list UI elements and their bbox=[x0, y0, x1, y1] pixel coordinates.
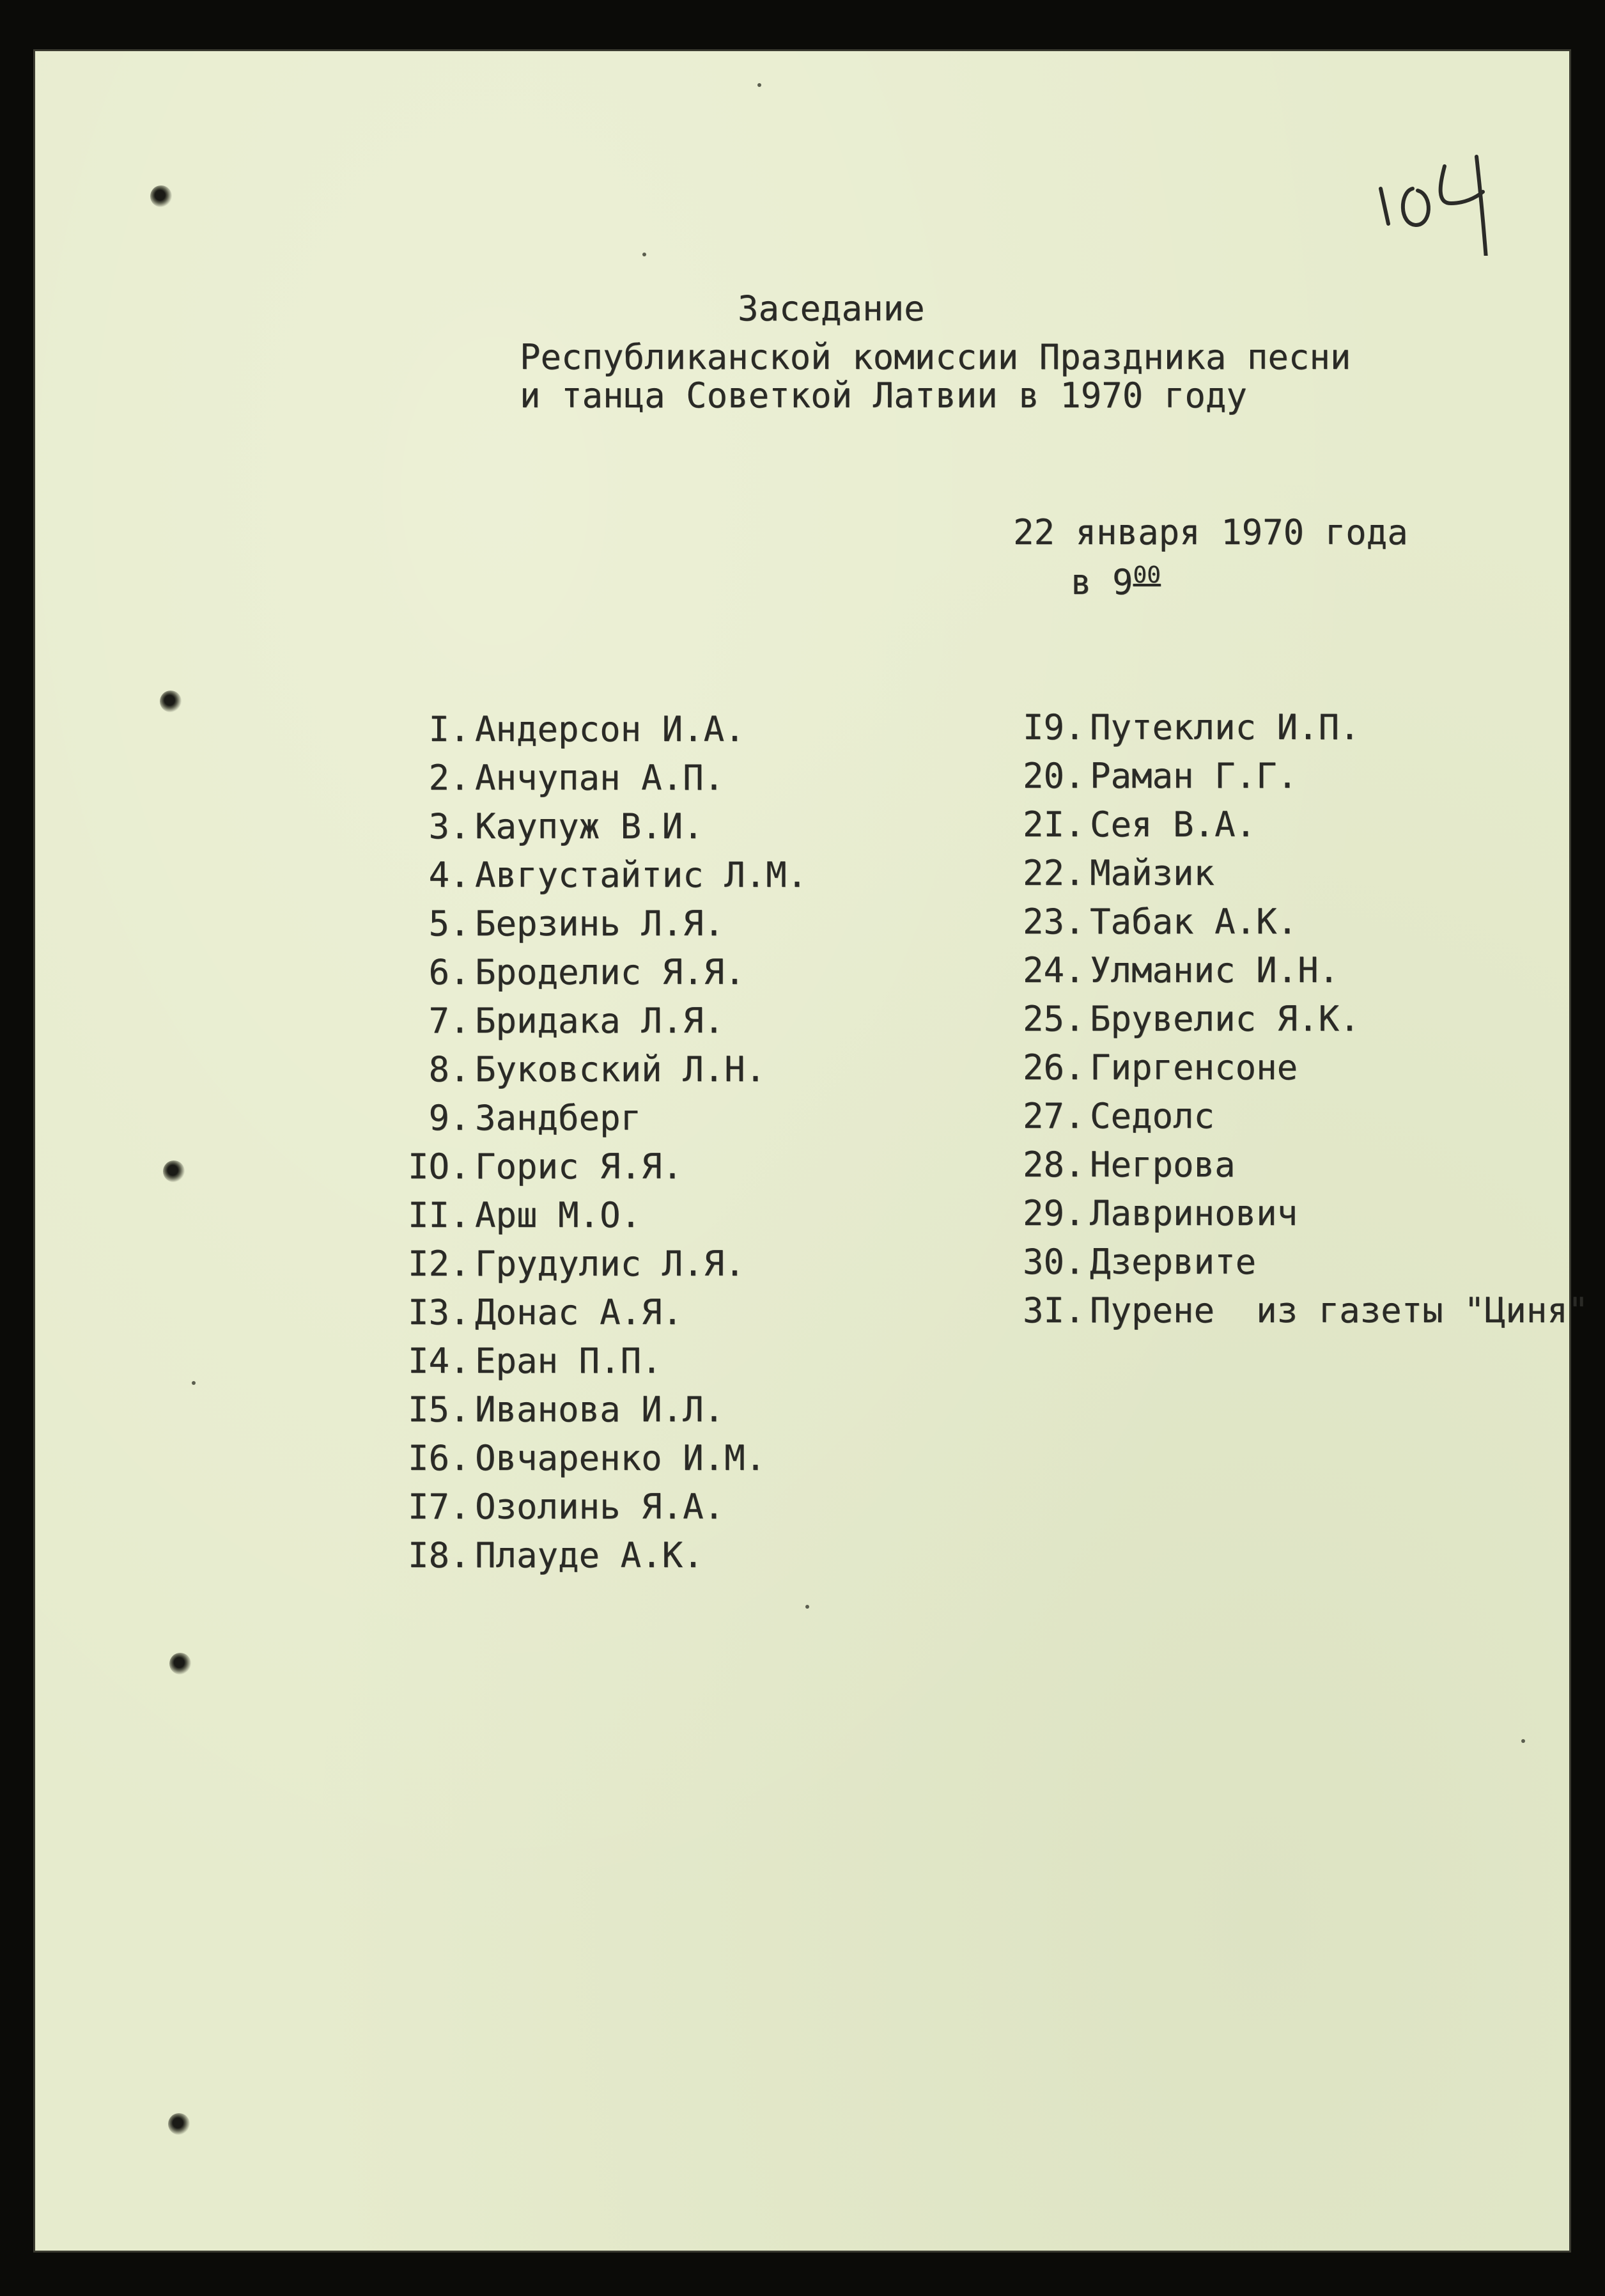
commission-title-line1: Республиканской комиссии Праздника песни bbox=[520, 337, 1351, 377]
attendee-number: 8 bbox=[428, 1049, 449, 1089]
attendee-list-item bbox=[360, 953, 807, 1001]
attendee-number: I2 bbox=[407, 1244, 449, 1284]
paper-speck bbox=[192, 1381, 196, 1385]
attendee-name: Берзинь Л.Я. bbox=[475, 903, 725, 944]
attendee-name: Донас А.Я. bbox=[475, 1292, 683, 1332]
attendee-number-dot: . bbox=[449, 1049, 470, 1089]
commission-title-line2: и танца Советкой Латвии в 1970 году bbox=[520, 375, 1247, 416]
meeting-time bbox=[1071, 563, 1161, 602]
meeting-heading: Заседание bbox=[738, 288, 925, 329]
attendee-number: 29 bbox=[1022, 1193, 1064, 1233]
attendee-number: 4 bbox=[428, 855, 449, 895]
attendee-number-dot: . bbox=[1064, 1242, 1085, 1282]
attendee-list-item bbox=[975, 999, 1588, 1048]
paper-speck bbox=[805, 1605, 809, 1609]
attendee-list-item bbox=[975, 1097, 1588, 1145]
attendee-number-dot: . bbox=[1064, 1047, 1085, 1088]
attendee-list-item bbox=[975, 708, 1588, 756]
attendee-number-dot: . bbox=[1064, 1096, 1085, 1136]
attendee-number: 5 bbox=[428, 903, 449, 944]
attendee-name: Плауде А.К. bbox=[475, 1535, 704, 1575]
attendee-name: Арш М.О. bbox=[475, 1195, 642, 1235]
attendee-number: 9 bbox=[428, 1098, 449, 1138]
attendee-number: 30 bbox=[1022, 1242, 1064, 1282]
attendee-number-dot: . bbox=[449, 855, 470, 895]
attendee-list-item bbox=[975, 805, 1588, 854]
attendee-number: 6 bbox=[428, 952, 449, 992]
attendee-list-item bbox=[975, 1048, 1588, 1097]
attendee-name: Овчаренко И.М. bbox=[475, 1438, 766, 1478]
attendee-list-item bbox=[360, 904, 807, 953]
meeting-time-hour: в 9 bbox=[1071, 562, 1133, 602]
attendee-list-item bbox=[360, 758, 807, 807]
attendee-name: Озолинь Я.А. bbox=[475, 1487, 725, 1527]
document-sheet bbox=[35, 51, 1589, 2251]
attendee-number-dot: . bbox=[1064, 1290, 1085, 1331]
attendee-number: I5 bbox=[407, 1389, 449, 1430]
attendee-number: 24 bbox=[1022, 950, 1064, 990]
punch-hole bbox=[163, 1160, 185, 1182]
attendee-list-item bbox=[360, 1001, 807, 1050]
attendee-number: I bbox=[428, 709, 449, 749]
attendee-number: 23 bbox=[1022, 902, 1064, 942]
attendee-name: Бридака Л.Я. bbox=[475, 1001, 725, 1041]
attendee-name: Седолс bbox=[1090, 1096, 1215, 1136]
attendee-number-dot: . bbox=[1064, 999, 1085, 1039]
attendee-name: Гиргенсоне bbox=[1090, 1047, 1298, 1088]
attendee-list-item bbox=[360, 1487, 807, 1536]
attendee-number: I8 bbox=[407, 1535, 449, 1575]
attendee-list-item bbox=[975, 1145, 1588, 1194]
attendee-number-dot: . bbox=[449, 1487, 470, 1527]
paper-speck bbox=[1521, 1739, 1525, 1743]
attendee-number: 7 bbox=[428, 1001, 449, 1041]
attendee-number-dot: . bbox=[1064, 756, 1085, 796]
attendee-number: I4 bbox=[407, 1341, 449, 1381]
attendee-name: Горис Я.Я. bbox=[475, 1146, 683, 1187]
attendee-name: Сея В.А. bbox=[1090, 804, 1257, 845]
attendee-number: 25 bbox=[1022, 999, 1064, 1039]
attendee-number: 3 bbox=[428, 806, 449, 847]
attendee-number: I9 bbox=[1022, 707, 1064, 747]
attendee-number-dot: . bbox=[1064, 902, 1085, 942]
attendee-name: Лавринович bbox=[1090, 1193, 1298, 1233]
attendee-number-dot: . bbox=[449, 952, 470, 992]
attendee-name: Негрова bbox=[1090, 1144, 1236, 1185]
attendee-name: Путеклис И.П. bbox=[1090, 707, 1360, 747]
attendee-number-dot: . bbox=[449, 1292, 470, 1332]
attendee-list-item bbox=[360, 1536, 807, 1584]
attendee-number-dot: . bbox=[449, 903, 470, 944]
meeting-time-minutes: 00 bbox=[1133, 562, 1161, 588]
attendee-number-dot: . bbox=[449, 1001, 470, 1041]
attendee-number: 22 bbox=[1022, 853, 1064, 893]
attendee-number: 2I bbox=[1022, 804, 1064, 845]
attendee-number-dot: . bbox=[449, 1146, 470, 1187]
paper-speck bbox=[757, 83, 761, 87]
attendee-number-dot: . bbox=[1064, 1144, 1085, 1185]
punch-hole bbox=[160, 691, 182, 712]
attendee-name: Дзервите bbox=[1090, 1242, 1257, 1282]
attendee-number: 28 bbox=[1022, 1144, 1064, 1185]
punch-hole bbox=[169, 1653, 191, 1675]
attendee-number-dot: . bbox=[449, 1389, 470, 1430]
attendee-number-dot: . bbox=[1064, 1193, 1085, 1233]
attendee-list-item bbox=[975, 1242, 1588, 1291]
attendee-number: IO bbox=[407, 1146, 449, 1187]
attendee-number: II bbox=[407, 1195, 449, 1235]
punch-hole bbox=[168, 2113, 190, 2135]
attendee-list-item bbox=[975, 756, 1588, 805]
attendee-number: 3I bbox=[1022, 1290, 1064, 1331]
attendee-list-item bbox=[975, 1194, 1588, 1242]
attendee-number-dot: . bbox=[449, 1341, 470, 1381]
attendee-name: Броделис Я.Я. bbox=[475, 952, 745, 992]
attendee-name: Грудулис Л.Я. bbox=[475, 1244, 745, 1284]
attendee-number: 27 bbox=[1022, 1096, 1064, 1136]
attendee-name: Анчупан А.П. bbox=[475, 758, 725, 798]
attendee-number: 2 bbox=[428, 758, 449, 798]
attendee-name: Еран П.П. bbox=[475, 1341, 662, 1381]
attendee-list-item bbox=[975, 854, 1588, 902]
attendee-number-dot: . bbox=[449, 1244, 470, 1284]
attendee-number-dot: . bbox=[449, 1195, 470, 1235]
attendee-name: Майзик bbox=[1090, 853, 1215, 893]
attendee-number-dot: . bbox=[449, 1098, 470, 1138]
attendee-name: Брувелис Я.К. bbox=[1090, 999, 1360, 1039]
attendee-number-dot: . bbox=[449, 1438, 470, 1478]
attendee-number-dot: . bbox=[449, 806, 470, 847]
attendee-name: Каупуж В.И. bbox=[475, 806, 704, 847]
attendee-list-item bbox=[360, 807, 807, 855]
attendee-list-item bbox=[360, 1341, 807, 1390]
attendee-number-dot: . bbox=[449, 758, 470, 798]
attendee-list-item bbox=[360, 1439, 807, 1487]
attendee-number-dot: . bbox=[449, 709, 470, 749]
attendee-name: Августайтис Л.М. bbox=[475, 855, 808, 895]
attendee-number-dot: . bbox=[1064, 950, 1085, 990]
archive-page-number bbox=[1361, 128, 1515, 256]
attendee-number: I3 bbox=[407, 1292, 449, 1332]
attendee-list-item bbox=[975, 951, 1588, 999]
meeting-date: 22 января 1970 года bbox=[1013, 512, 1408, 552]
attendee-list-item bbox=[360, 1196, 807, 1244]
attendee-list-item bbox=[360, 1098, 807, 1147]
attendee-name: Раман Г.Г. bbox=[1090, 756, 1298, 796]
attendee-list-right bbox=[975, 708, 1588, 1339]
attendee-list-item bbox=[360, 855, 807, 904]
attendee-list-item bbox=[360, 710, 807, 758]
attendee-number-dot: . bbox=[1064, 707, 1085, 747]
attendee-name: Буковский Л.Н. bbox=[475, 1049, 766, 1089]
attendee-list-item bbox=[360, 1244, 807, 1293]
attendee-name: Андерсон И.А. bbox=[475, 709, 745, 749]
attendee-number: 20 bbox=[1022, 756, 1064, 796]
attendee-number-dot: . bbox=[1064, 853, 1085, 893]
attendee-number-dot: . bbox=[449, 1535, 470, 1575]
attendee-name: Иванова И.Л. bbox=[475, 1389, 725, 1430]
punch-hole bbox=[150, 185, 172, 207]
attendee-list-left bbox=[360, 710, 807, 1584]
paper-speck bbox=[642, 253, 646, 256]
attendee-number: I6 bbox=[407, 1438, 449, 1478]
attendee-number: I7 bbox=[407, 1487, 449, 1527]
attendee-list-item bbox=[360, 1293, 807, 1341]
attendee-name: Пурене из газеты "Циня" bbox=[1090, 1290, 1589, 1331]
attendee-list-item bbox=[975, 1291, 1588, 1339]
attendee-list-item bbox=[360, 1050, 807, 1098]
attendee-list-item bbox=[360, 1147, 807, 1196]
attendee-number-dot: . bbox=[1064, 804, 1085, 845]
attendee-name: Табак А.К. bbox=[1090, 902, 1298, 942]
attendee-list-item bbox=[975, 902, 1588, 951]
attendee-name: Зандберг bbox=[475, 1098, 642, 1138]
attendee-name: Улманис И.Н. bbox=[1090, 950, 1340, 990]
attendee-number: 26 bbox=[1022, 1047, 1064, 1088]
attendee-list-item bbox=[360, 1390, 807, 1439]
